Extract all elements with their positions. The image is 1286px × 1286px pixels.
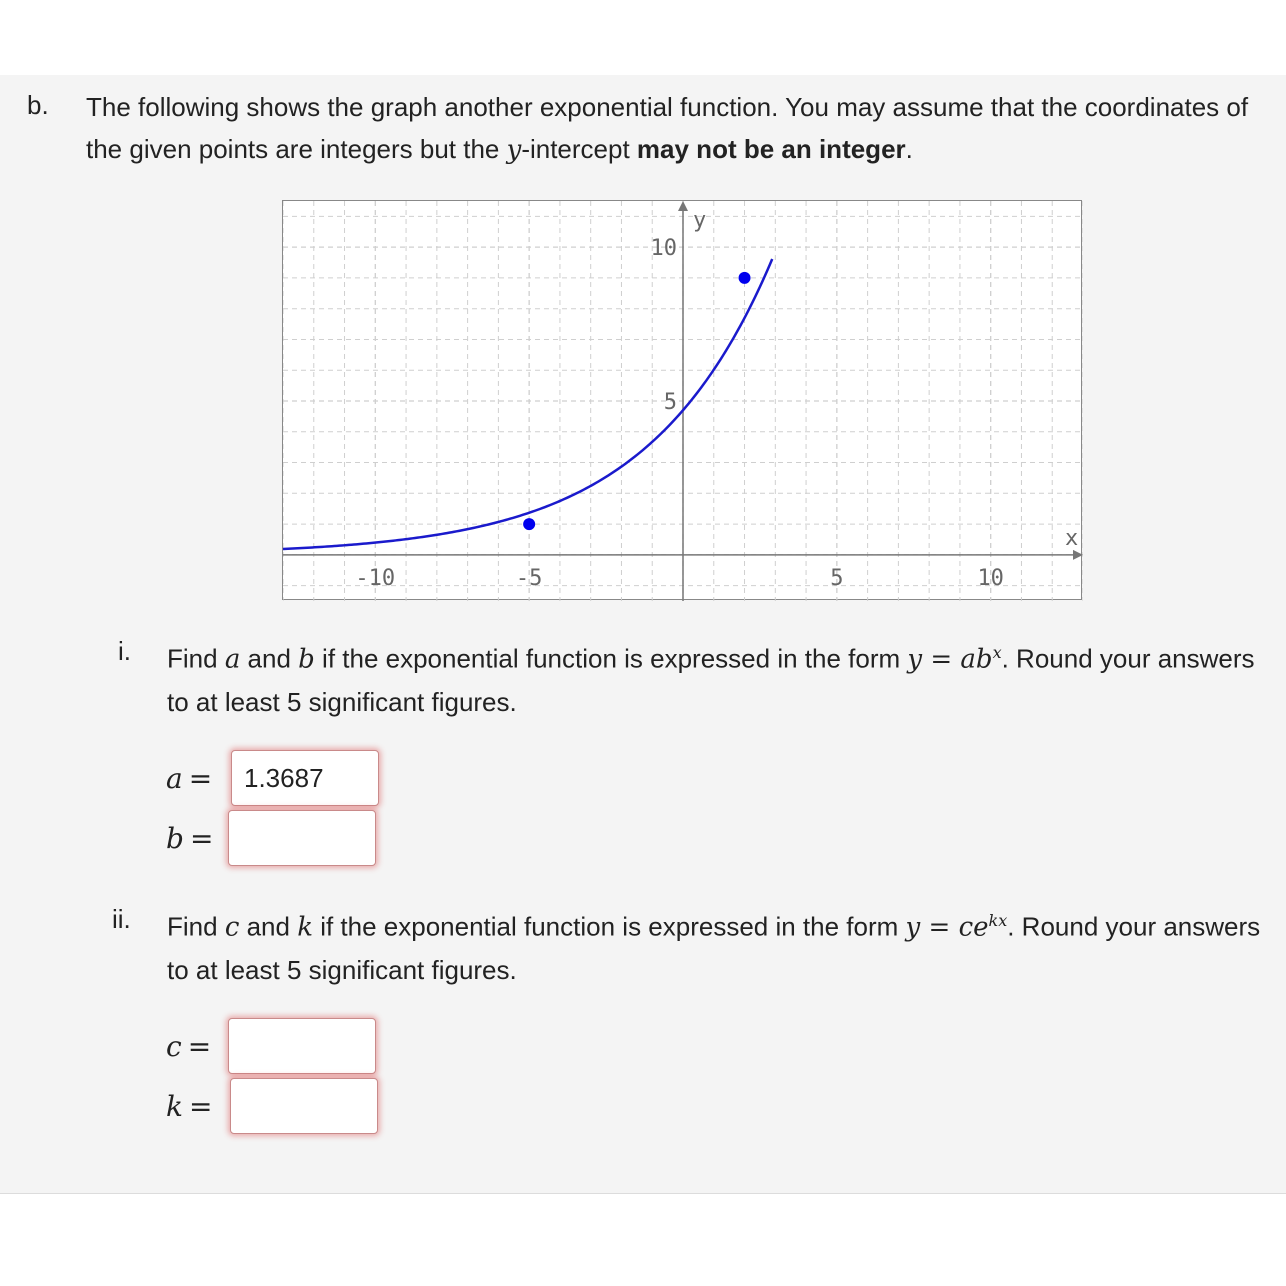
data-point xyxy=(523,518,535,530)
q2-text: Find xyxy=(167,911,225,942)
y-tick-label: 10 xyxy=(650,236,677,262)
answer-k-input[interactable] xyxy=(230,1078,378,1134)
label-a xyxy=(166,762,212,795)
part-label: b. xyxy=(27,90,49,120)
var-a: a xyxy=(224,644,241,675)
y-axis-arrow xyxy=(678,201,688,211)
question-i-text xyxy=(167,632,1277,723)
var-c: c xyxy=(224,912,240,943)
formula-exponent: kx xyxy=(988,911,1008,930)
formula-a: a xyxy=(960,644,976,675)
formula-e: e xyxy=(973,912,989,943)
equals-sign: = xyxy=(187,1030,212,1063)
q1-text: . Round your answers to at least 5 significant figures. xyxy=(167,643,1255,717)
question-i-number: i. xyxy=(118,636,131,666)
q2-text: . Round your answers to at least 5 significant figures. xyxy=(167,911,1261,985)
q1-text: and xyxy=(240,643,299,674)
label-k-var: k xyxy=(166,1090,183,1123)
formula-b: b xyxy=(975,644,993,675)
graph-svg xyxy=(283,201,1083,601)
formula-exponent: x xyxy=(992,643,1002,662)
intro-var-y: y xyxy=(506,135,522,165)
x-tick-label: -10 xyxy=(355,565,396,591)
q1-text: if the exponential function is expressed in the form xyxy=(314,643,908,674)
formula-eq: = xyxy=(920,912,959,943)
label-c-var: c xyxy=(166,1030,182,1063)
label-a-var: a xyxy=(166,762,183,795)
formula-y: y xyxy=(907,644,923,675)
equals-sign: = xyxy=(189,822,214,855)
answer-c-input[interactable] xyxy=(228,1018,376,1074)
x-axis-arrow xyxy=(1073,550,1083,560)
intro-text-1: The following shows the graph another exponential function. You may assume that the coordinates of the given points are integers but the xyxy=(86,92,1249,164)
data-point xyxy=(739,272,751,284)
x-tick-label: 10 xyxy=(977,565,1004,591)
equals-sign: = xyxy=(188,762,213,795)
question-ii-number: ii. xyxy=(112,904,131,934)
answer-a-input[interactable] xyxy=(231,750,379,806)
intro-bold: may not be an integer xyxy=(636,134,906,164)
x-tick-label: -5 xyxy=(515,565,543,591)
var-b: b xyxy=(298,644,315,675)
formula-c: c xyxy=(958,912,974,943)
exponential-curve xyxy=(283,259,772,549)
formula-eq: = xyxy=(922,644,961,675)
formula-y: y xyxy=(905,912,921,943)
y-tick-label: 5 xyxy=(663,390,677,415)
label-b-var: b xyxy=(166,822,184,855)
y-axis-label: y xyxy=(693,208,707,233)
q1-text: Find xyxy=(167,643,225,674)
question-ii-text xyxy=(167,900,1277,991)
intro-end: . xyxy=(905,134,913,164)
label-k xyxy=(166,1090,212,1123)
label-b xyxy=(166,822,213,855)
intro-text-2: -intercept xyxy=(521,134,637,164)
q2-text: if the exponential function is expressed in the form xyxy=(312,911,906,942)
label-c xyxy=(166,1030,211,1063)
var-k: k xyxy=(297,912,313,943)
part-intro xyxy=(86,86,1266,171)
exponential-graph xyxy=(282,200,1082,600)
q2-text: and xyxy=(239,911,298,942)
x-tick-label: 5 xyxy=(830,565,844,591)
equals-sign: = xyxy=(188,1090,213,1123)
x-axis-label: x xyxy=(1065,525,1079,551)
answer-b-input[interactable] xyxy=(228,810,376,866)
